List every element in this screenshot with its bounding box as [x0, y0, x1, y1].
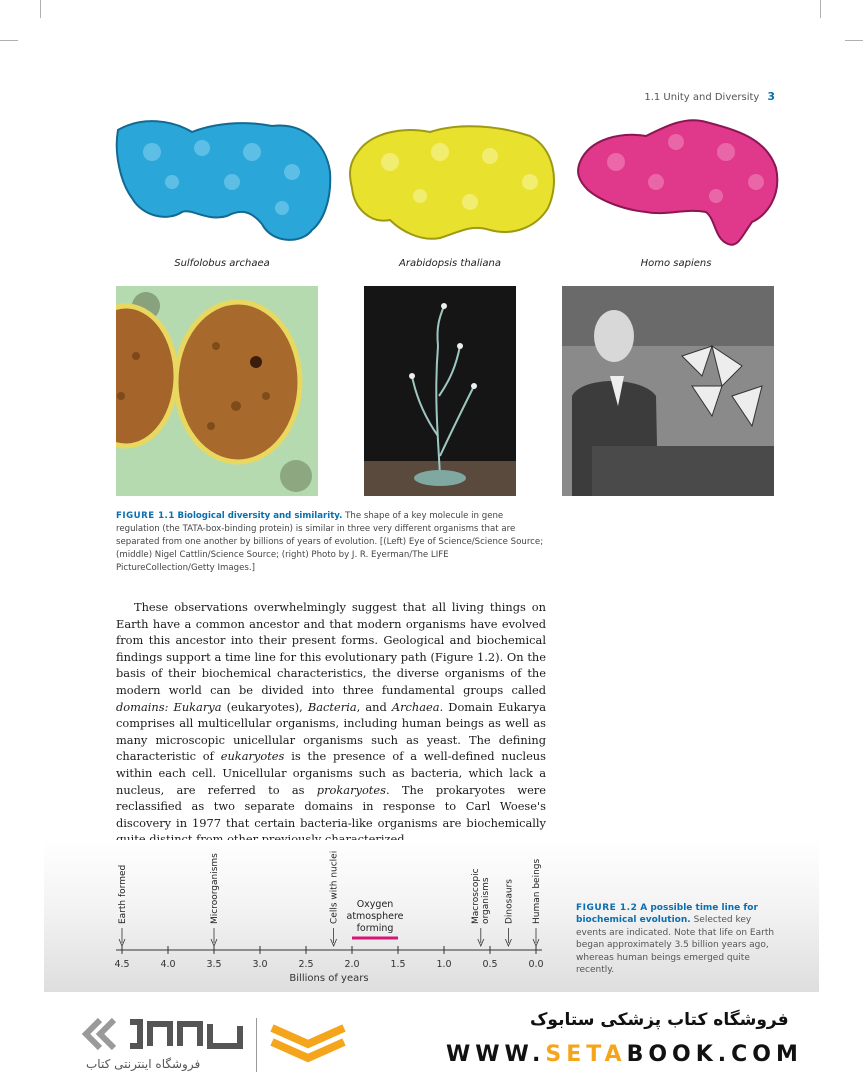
figure-1-1-caption	[116, 510, 546, 575]
page-number: 3	[767, 90, 775, 103]
book-stack-icon	[268, 1018, 348, 1070]
logo-subtitle: فروشگاه اینترنتی کتاب	[86, 1057, 201, 1071]
molecule-caption: Sulfolobus archaea	[174, 258, 270, 269]
tick-label: 4.0	[160, 959, 176, 970]
tick-label: 2.5	[298, 959, 314, 970]
body-text-5: is the presence of a well-defined nucleus within each cell. Unicellular organisms such as bacteria, which lack a nucleus, are referred to as	[116, 749, 546, 797]
tick-label: 1.0	[436, 959, 452, 970]
molecule-caption: Homo sapiens	[640, 258, 712, 269]
body-text-4: . Domain Eukarya comprises all multicellular organisms, including human beings as well as many microscopic unicellular organisms such as yeast. The defining characteristic of	[116, 699, 546, 764]
tick-label: 0.0	[528, 959, 544, 970]
shop-url[interactable]	[446, 1042, 803, 1067]
figure-label: FIGURE 1.1	[116, 511, 175, 521]
running-head	[644, 90, 775, 103]
figure-title: A possible time line for biochemical evolution.	[576, 903, 758, 926]
url-highlight: SETA	[545, 1042, 627, 1067]
event-label: Cells with nuclei	[329, 850, 340, 924]
event-label: Human beings	[532, 858, 542, 924]
event-label: Microorganisms	[210, 853, 220, 924]
event-label: Earth formed	[118, 864, 128, 924]
footer-divider	[256, 1018, 257, 1072]
url-suffix: BOOK.COM	[626, 1042, 803, 1067]
figure-1-2-caption	[576, 902, 776, 976]
event-label: organisms	[480, 877, 491, 924]
body-text-6: . The prokaryotes were reclassified as two separate domains in response to Carl Woese's discovery in 1977 that certain bacteria-like organisms are biochemically	[116, 782, 546, 830]
molecule-sulfolobus	[112, 112, 332, 252]
domains-term: domains: Eukarya	[116, 699, 222, 714]
figure-label: FIGURE 1.2	[576, 903, 638, 913]
figure-text: The shape of a key molecule in gene regulation (the TATA-box-binding protein) is similar in three very different organisms that are separated from one another by billions of years of evolution. [(Left) Eye of Science/Science Source; (middle) Nigel Cattlin/Science Source; (right) Photo by J. R. Eyerman/The LIFE PictureCollection/Getty Images.]	[116, 511, 544, 573]
photo-archaea-cells	[116, 286, 318, 496]
crop-mark	[40, 0, 41, 18]
section-title: 1.1 Unity and Diversity	[644, 92, 760, 103]
crop-mark	[820, 0, 821, 18]
event-label: Dinosaurs	[504, 879, 515, 924]
crop-mark	[0, 40, 18, 41]
url-prefix: WWW.	[446, 1042, 546, 1067]
photo-arabidopsis-plant	[364, 286, 516, 496]
body-text-2: (eukaryotes),	[221, 699, 308, 714]
prokaryotes-term: prokaryotes	[316, 782, 386, 797]
shop-name: فروشگاه کتاب پزشکی ستابوک	[530, 1010, 789, 1030]
body-paragraph	[116, 599, 546, 848]
tick-label: 0.5	[482, 959, 498, 970]
timeline-chart	[100, 850, 560, 990]
bacteria-term: Bacteria	[307, 699, 357, 714]
crop-mark	[845, 40, 863, 41]
body-text-1: These observations overwhelmingly suggest that all living things on Earth have a common ancestor and that modern organisms have evolved from this ancestor into their present forms. Geological and biochemical findings support a time line for this evolutionary path (Figure 1.2). On the basis of their biochemical characteristics, the diverse organisms of the modern world can be divided into three fundamental groups called	[116, 600, 546, 697]
setabook-logo-icon	[80, 1012, 250, 1056]
molecule-arabidopsis	[340, 112, 560, 252]
tick-label: 2.0	[344, 959, 360, 970]
archaea-term: Archaea	[391, 699, 440, 714]
x-axis-label: Billions of years	[289, 973, 369, 984]
figure-title: Biological diversity and similarity.	[177, 511, 343, 521]
oxygen-label: forming	[356, 923, 394, 934]
event-label: Macroscopic	[470, 868, 481, 924]
eukaryotes-term: eukaryotes	[220, 749, 285, 764]
oxygen-label: atmosphere	[346, 911, 404, 922]
oxygen-label: Oxygen	[356, 899, 394, 910]
photo-scientist	[562, 286, 774, 496]
body-text-3: , and	[356, 699, 392, 714]
tick-label: 1.5	[390, 959, 406, 970]
molecule-caption: Arabidopsis thaliana	[399, 258, 501, 269]
molecule-homo-sapiens	[566, 112, 786, 252]
tick-label: 4.5	[114, 959, 130, 970]
tick-label: 3.0	[252, 959, 268, 970]
molecule-shape	[117, 121, 330, 240]
figure-text: Selected key events are indicated. Note that life on Earth began approximately 3.5 billion years ago, whereas human beings emerged quite recently.	[576, 915, 775, 976]
tick-label: 3.5	[206, 959, 222, 970]
